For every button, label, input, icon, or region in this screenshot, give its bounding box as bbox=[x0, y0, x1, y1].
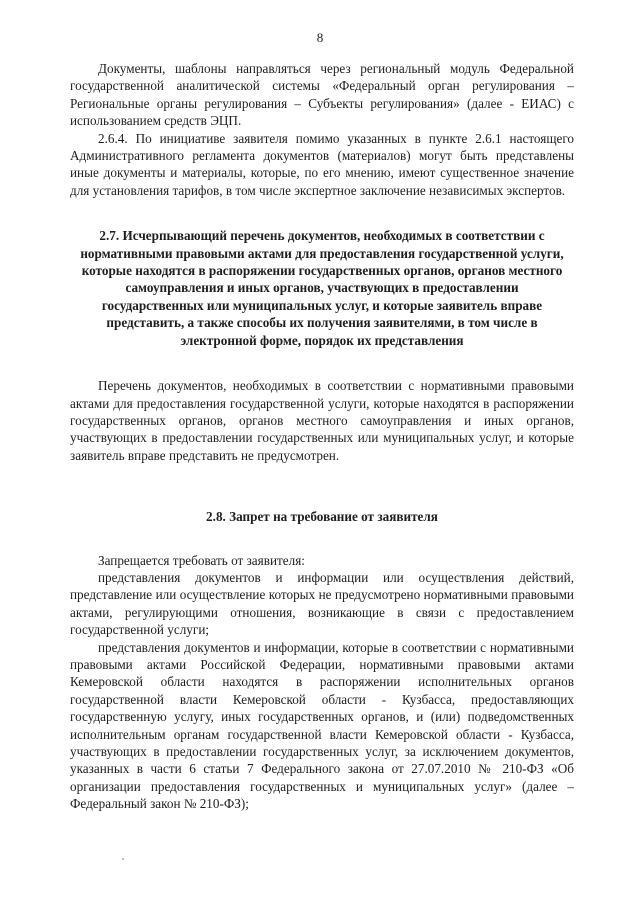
paragraph-2-6-4: 2.6.4. По инициативе заявителя помимо указанных в пункте 2.6.1 настоящего Административного регламента документов (материалов) могут быть представлены иные документы и материалы, которые, по его мнению, имеют существенное значение для установления тарифов, в том числе экспертное заключение независимых экспертов. bbox=[70, 130, 574, 198]
paragraph-2-8-item-2: представления документов и информации, которые в соответствии с нормативными правовыми актами Российской Федерации, нормативными правовыми актами Кемеровской области находятся в распоряжении исполнительных органов государственной власти Кемеровской области - Кузбасса, предоставляющих государственную услугу, иных государственных органов, и (или) подведомственных исполнительным органам государственной власти Кемеровской области - Кузбасса, участвующих в предоставлении государственных услуг, за исключением документов, указанных в части 6 статьи 7 Федерального закона от 27.07.2010 № 210-ФЗ «Об организации предоставления государственных и муниципальных услуг» (далее – Федеральный закон № 210-ФЗ); bbox=[70, 639, 574, 812]
paragraph-eias: Документы, шаблоны направляться через региональный модуль Федеральной государственной аналитической системы «Федеральный орган регулирования – Региональные органы регулирования – Субъекты регулирования» (далее - ЕИАС) с использованием средств ЭЦП. bbox=[70, 61, 574, 129]
page-number: 8 bbox=[316, 30, 324, 45]
section-heading-2-8: 2.8. Запрет на требование от заявителя bbox=[206, 509, 438, 525]
paragraph-2-8-item-1: представления документов и информации или осуществления действий, представление или осуществление которых не предусмотрено нормативными правовыми актами, регулирующими отношения, возникающие в связи с предоставлением государственной услуги; bbox=[70, 569, 574, 638]
section-heading-2-7: 2.7. Исчерпывающий перечень документов, необходимых в соответствии с нормативными правовыми актами для предоставления государственной услуги, которые находятся в распоряжении государственных органов, органов местного самоуправления и иных органов, участвующих в предоставлении государственных или муниципальных услуг, и которые заявитель вправе представить, а также способы их получения заявителями, в том числе в электронной форме, порядок их представления bbox=[80, 228, 564, 348]
paragraph-2-7-list: Перечень документов, необходимых в соответствии с нормативными правовыми актами для предоставления государственной услуги, которые находятся в распоряжении государственных органов, органов местного самоуправления и иных органов, участвующих в предоставлении государственных или муниципальных услуг, и которые заявитель вправе представить не предусмотрен. bbox=[70, 378, 574, 463]
document-body bbox=[70, 60, 574, 813]
scan-speck bbox=[122, 858, 124, 860]
paragraph-2-8-intro: Запрещается требовать от заявителя: bbox=[98, 552, 305, 568]
